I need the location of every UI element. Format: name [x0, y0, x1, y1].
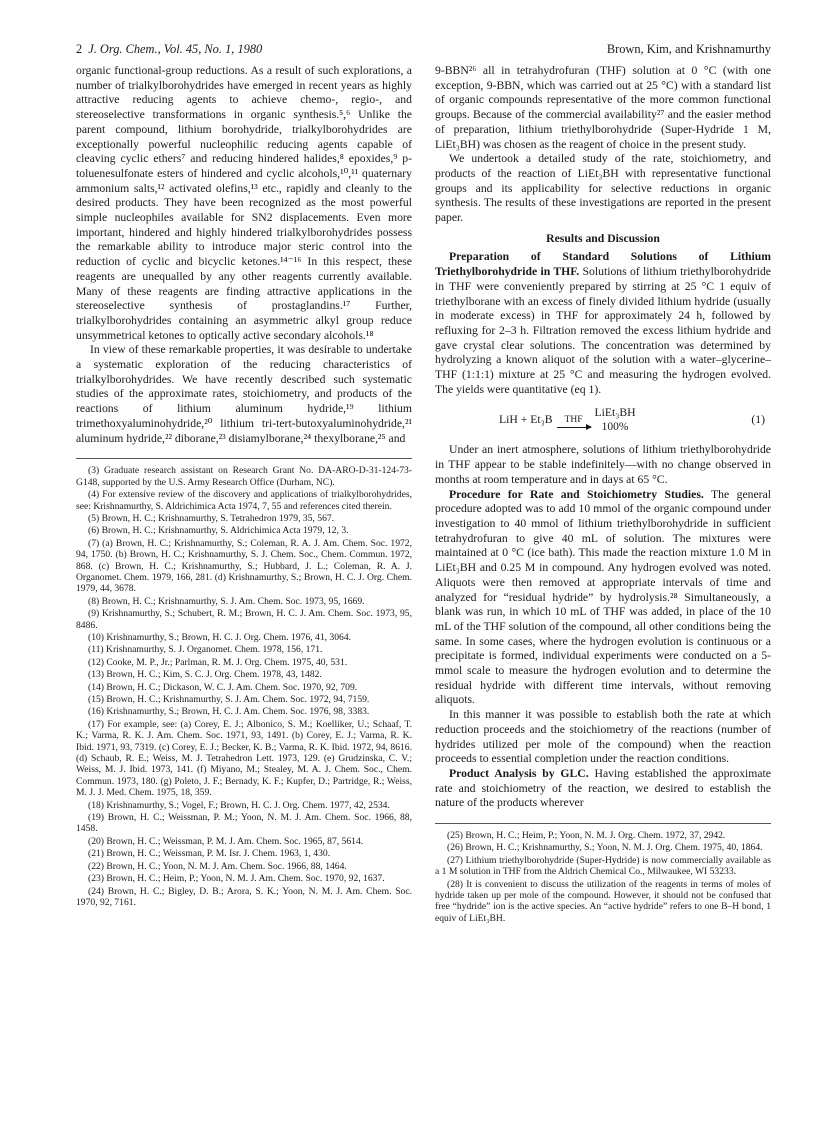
equation-product-group — [595, 406, 636, 435]
footnote: (16) Krishnamurthy, S.; Brown, H. C. J. Am. Chem. Soc. 1976, 98, 3383. — [88, 706, 370, 718]
paragraph: organic functional-group reductions. As a result of such explorations, a number of trialkylborohydrides have emerged in recent years as highly attractive reducing agents to achieve chemo-, regio-, and stereoselective transformations in organic synthesis.⁵,⁶ Unlike the parent compound, lithium borohydride, trialkylborohydrides are exceptionally powerful nucleophilic reducing agents capable of cleaving cyclic ethers⁷ and reducing hindered halides,⁸ epoxides,⁹ p-toluenesulfonate esters of hindered and cyclic alcohols,¹⁰,¹¹ quaternary ammonium salts,¹² activated olefins,¹³ etc., rapidly and cleanly to the desired products. They have been recognized as the most powerful simple nucleophiles available for SN2 displacements. Even more important, hindered and highly hindered trialkylborohydrides possess the remarkable ability to introduce major steric control into the reduction of cyclic and bicyclic ketones.¹⁴⁻¹⁶ In this respect, these reagents are unequalled by any other reagents currently available. Many of these reagents are finding attractive applications in the stereoselective synthesis of prostaglandins.¹⁷ Further, trialkylborohydrides containing an asymmetric alkyl group reduce unsymmetrical ketones to optically active secondary alcohols.¹⁸ — [76, 64, 412, 342]
page-number: 2 — [76, 42, 83, 56]
equation-reactants: LiH + Et₃B — [499, 413, 553, 427]
run-in-heading: Product Analysis by GLC. — [449, 766, 589, 780]
footnote: (21) Brown, H. C.; Weissman, P. M. Isr. J. Chem. 1963, 1, 430. — [88, 848, 331, 860]
footnote: (17) For example, see: (a) Corey, E. J.; Albonico, S. M.; Koelliker, U.; Schaaf, T. K.; Varma, R. K. J. Am. Chem. Soc. 1971, 93, 1491. (b) Corey, E. J.; Varma, R. K. Ibid. 1971, 93, 7319. (c) Corey, E. J.; Becker, K. B.; Varma, R. K. Ibid. 1972, 94, 8616. (d) Schaub, R. E.; Weiss, M. J. Tetrahedron Lett. 1973, 129. (e) Grudzinska, C. V.; Weiss, M. J. Ibid. 1973, 141. (f) Miyano, M.; Stealey, M. A. J. Chem. Soc., Chem. Commun. 1973, 180. (g) Poleto, J. F.; Bernady, K. F.; Kupfer, D.; Partridge, R.; Weiss, M. J. J. Med. Chem. 1975, 18, 359. — [76, 718, 412, 799]
run-in-heading: Procedure for Rate and Stoichiometry Studies. — [449, 487, 704, 501]
run-in-heading: Preparation of Standard Solutions of Lithium Triethylborohydride in THF. — [435, 250, 771, 279]
footnote: (27) Lithium triethylborohydride (Super-Hydride) is now commercially available as a 1 M solution in THF from the Aldrich Chemical Co., Milwaukee, WI 53233. — [435, 854, 771, 878]
equation-yield: 100% — [601, 421, 629, 434]
footnote: (10) Krishnamurthy, S.; Brown, H. C. J. Org. Chem. 1976, 41, 3064. — [88, 631, 352, 643]
footnote: (24) Brown, H. C.; Bigley, D. B.; Arora, S. K.; Yoon, N. M. J. Am. Chem. Soc. 1970, 92, 7161. — [76, 885, 412, 908]
paragraph — [435, 250, 771, 397]
footnote: (18) Krishnamurthy, S.; Vogel, F.; Brown, H. C. J. Org. Chem. 1977, 42, 2534. — [88, 799, 390, 811]
journal-citation: J. Org. Chem., Vol. 45, No. 1, 1980 — [88, 42, 263, 56]
footnote: (15) Brown, H. C.; Krishnamurthy, S. J. Am. Chem. Soc. 1972, 94, 7159. — [88, 694, 370, 705]
footnote: (11) Krishnamurthy, S. J. Organomet. Chem. 1978, 156, 171. — [88, 644, 323, 656]
paragraph: Under an inert atmosphere, solutions of lithium triethylborohydride in THF appear to be stable indefinitely—with no change observed in months at room temperature and in days at 65 °C. — [435, 443, 771, 486]
section-heading: Results and Discussion — [546, 231, 660, 245]
footnote: (7) (a) Brown, H. C.; Krishnamurthy, S.; Coleman, R. A. J. Am. Chem. Soc. 1972, 94, 1750. (b) Brown, H. C.; Krishnamurthy, S. J. Chem. Soc., Chem. Commun. 1972, 868. (c) Brown, H. C.; Krishnamurthy, S.; Hubbard, J. L.; Coleman, R. A. J. Organomet. Chem. 1979, 166, 281. (d) Krishnamurthy, S.; Brown, H. C. J. Org. Chem. 1979, 44, 3678. — [76, 537, 412, 595]
equation-1 — [435, 403, 771, 437]
reaction-arrow — [557, 413, 591, 429]
footnote: (23) Brown, H. C.; Heim, P.; Yoon, N. M. J. Am. Chem. Soc. 1970, 92, 1637. — [88, 873, 385, 885]
running-head-left — [76, 42, 268, 57]
paragraph: In view of these remarkable properties, it was desirable to undertake a systematic exploration of the reducing characteristics of trialkylborohydrides. We have recently described such systematic studies of the approximate rates, stoichiometry, and products of the reactions of lithium aluminum hydride,¹⁹ lithium trimethoxyaluminohydride,²⁰ lithium tri-tert-butoxyaluminohydride,²¹ aluminum hydride,²² diborane,²³ disiamylborane,²⁴ thexylborane,²⁵ and — [76, 343, 412, 445]
footnote: (9) Krishnamurthy, S.; Schubert, R. M.; Brown, H. C. J. Am. Chem. Soc. 1973, 95, 8486. — [76, 608, 412, 631]
paragraph-text: Having established the approximate rate and stoichiometry of the reaction, we desired to establish the nature of the products wherever — [435, 766, 771, 810]
left-column — [76, 64, 412, 909]
equation-number: (1) — [751, 413, 765, 427]
running-head-authors: Brown, Kim, and Krishnamurthy — [606, 42, 771, 56]
footnote: (8) Brown, H. C.; Krishnamurthy, S. J. Am. Chem. Soc. 1973, 95, 1669. — [88, 595, 365, 607]
arrow-condition: THF — [564, 414, 583, 425]
footnote: (4) For extensive review of the discovery and applications of trialkylborohydrides, see: Krishnamurthy, S. Aldrichimica Acta 1974, 7, 55 and references cited therein. — [76, 489, 412, 512]
footnote: (26) Brown, H. C.; Krishnamurthy, S.; Yoon, N. M. J. Org. Chem. 1975, 40, 1864. — [447, 842, 763, 854]
footnote: (13) Brown, H. C.; Kim, S. C. J. Org. Chem. 1978, 43, 1482. — [88, 669, 322, 681]
equation-body — [499, 406, 636, 435]
paragraph: In this manner it was possible to establish both the rate at which reduction proceeds and the stoichiometry of the reactions (number of hydrides utilized per mole of the compound) when the reaction proceeds to essential completion under the reaction conditions. — [435, 708, 771, 766]
paragraph — [435, 488, 771, 709]
footnote: (14) Brown, H. C.; Dickason, W. C. J. Am. Chem. Soc. 1970, 92, 709. — [88, 681, 358, 693]
paragraph-text: Solutions of lithium triethylborohydride in THF were conveniently prepared by stirring at 25 °C 1 equiv of triethylborane with an excess of finely divided lithium hydride (usually in moderate excess) in THF for approximately 24 h, followed by refluxing for 2–3 h. Filtration removed the excess lithium hydride and gave crystal clear solutions. The concentration was determined by hydrolyzing a known aliquot of the solution with a water–glycerine–THF (1:1:1) mixture at 25 °C and measuring the hydrogen evolved. The yields were quantitative (eq 1). — [435, 265, 771, 396]
footnote: (3) Graduate research assistant on Research Grant No. DA-ARO-D-31-124-73-G148, supported by the U.S. Army Research Office (Durham, NC). — [76, 465, 412, 488]
footnote-divider — [435, 823, 771, 824]
footnote: (22) Brown, H. C.; Yoon, N. M. J. Am. Chem. Soc. 1966, 88, 1464. — [88, 860, 347, 872]
footnote: (19) Brown, H. C.; Weissman, P. M.; Yoon, N. M. J. Am. Chem. Soc. 1966, 88, 1458. — [76, 812, 412, 835]
paragraph — [435, 767, 771, 811]
footnote-divider — [76, 458, 412, 459]
paragraph-text: The general procedure adopted was to add 10 mmol of the organic compound under investigation to 40 mmol of lithium triethylborohydride in sufficient tetrahydrofuran to give 40 mL of solution. The mixtures were maintained at 0 °C (ice bath). This made the reaction mixture 1.0 M in LiEt₃BH and 0.25 M in compound. Any hydrogen evolved was noted. Aliquots were then removed at appropriate intervals of time and analyzed for “residual hydride” by hydrolysis.²⁸ Simultaneously, a blank was run, in which 10 mL of THF was added, in place of the 10 mL of the THF solution of the compound, all other conditions being the same. In some cases, where the hydrogen evolution is continuous or a precipitate is formed, individual experiments were conducted on a 5-mmol scale to measure the hydrogen evolution and to determine the residual hydride with different time intervals, without removing aliquots. — [435, 487, 772, 707]
footnote: (28) It is convenient to discuss the utilization of the reagents in terms of moles of hydride taken up per mole of the compound. However, it should not be confused that free “hydride” ion is the active species. An “active hydride” refers to one B–H bond, 1 equiv of LiEt₃BH. — [435, 878, 771, 924]
footnotes-left — [76, 465, 412, 908]
footnote: (25) Brown, H. C.; Heim, P.; Yoon, N. M. J. Org. Chem. 1972, 37, 2942. — [447, 830, 726, 842]
footnote: (6) Brown, H. C.; Krishnamurthy, S. Aldrichimica Acta 1979, 12, 3. — [88, 525, 349, 537]
arrow-line — [557, 427, 591, 428]
footnote: (12) Cooke, M. P., Jr.; Parlman, R. M. J. Org. Chem. 1975, 40, 531. — [88, 656, 348, 668]
running-head — [76, 42, 771, 58]
footnote: (20) Brown, H. C.; Weissman, P. M. J. Am. Chem. Soc. 1965, 87, 5614. — [88, 835, 364, 847]
paragraph: 9-BBN²⁶ all in tetrahydrofuran (THF) solution at 0 °C (with one exception, 9-BBN, which was carried out at 25 °C) with a standard list of organic compounds representative of the more common functional groups. Because of the commercial availability²⁷ and the easier method of preparation, lithium triethylborohydride (Super-Hydride 1 M, LiEt₃BH) was chosen as the reagent of choice in the present study. — [435, 64, 771, 151]
right-column — [435, 64, 771, 925]
footnotes-right — [435, 830, 771, 924]
footnote: (5) Brown, H. C.; Krishnamurthy, S. Tetrahedron 1979, 35, 567. — [88, 512, 335, 524]
paragraph: We undertook a detailed study of the rate, stoichiometry, and products of the reaction of LiEt₃BH with representative functional groups and its applicability for selective reductions in organic synthesis. The results of these investigations are reported in the present paper. — [435, 152, 771, 225]
equation-product: LiEt₃BH — [594, 405, 636, 419]
